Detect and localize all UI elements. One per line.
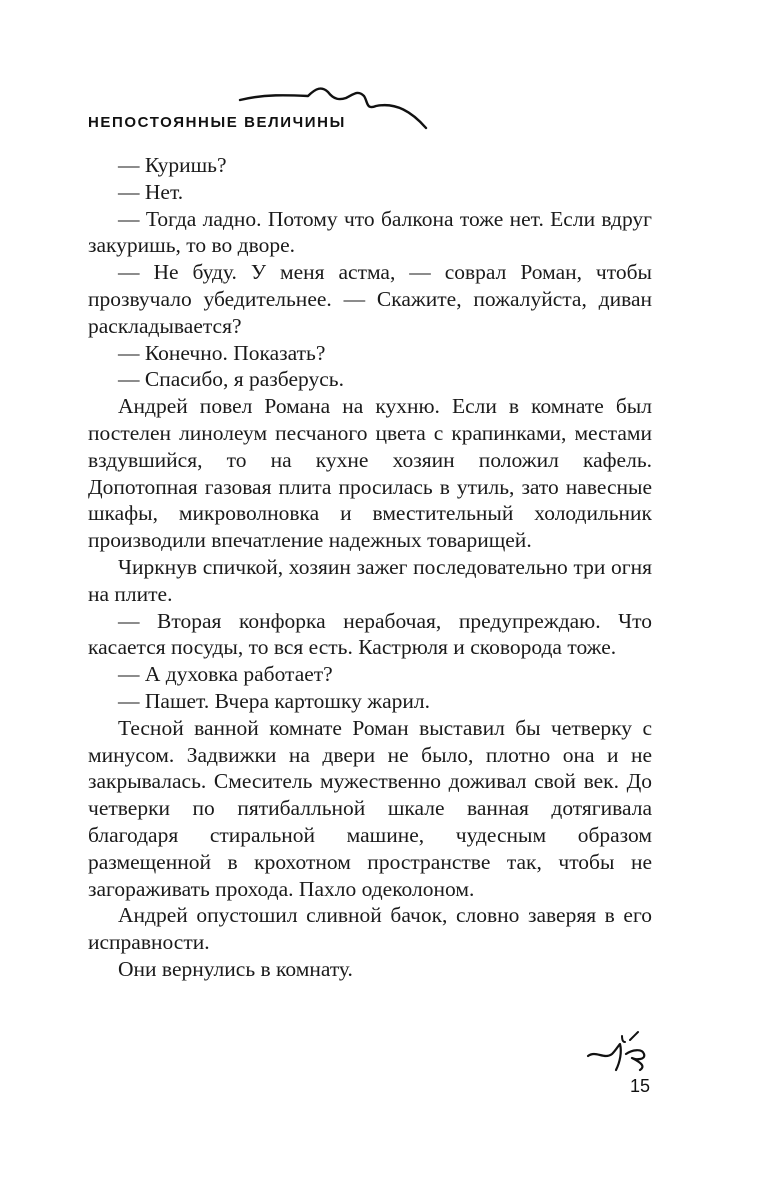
body-text [88, 152, 652, 983]
paragraph: — Конечно. Показать? [118, 340, 326, 365]
paragraph: — Спасибо, я разберусь. [118, 367, 344, 392]
paragraph: Они вернулись в комнату. [118, 956, 353, 981]
paragraph: — Не буду. У меня астма, — соврал Роман, чтобы прозвучало убедительнее. — Скажите, пожалуйста, диван раскладывается? [88, 260, 652, 338]
paragraph: Андрей повел Романа на кухню. Если в комнате был постелен линолеум песчаного цвета с крапинками, местами вздувшийся, то на кухне хозяин положил кафель. Допотопная газовая плита просилась в утиль, зато навесные шкафы, микроволновка и вместительный холодильник производили впечатление надежных товарищей. [88, 394, 652, 553]
paragraph: Чиркнув спичкой, хозяин зажег последовательно три огня на плите. [88, 554, 652, 606]
paragraph: — Нет. [118, 179, 184, 204]
paragraph: Тесной ванной комнате Роман выставил бы четверку с минусом. Задвижки на двери не было, плотно она и не закрывалась. Смеситель мужественно доживал свой век. До четверки по пятибалльной шкале ванная дотягивала благодаря стиральной машине, чудесным образом размещенной в крохотном пространстве так, чтобы не загораживать прохода. Пахло одеколоном. [88, 715, 652, 901]
page-number: 15 [629, 1076, 650, 1096]
paragraph: — Куришь? [118, 153, 227, 177]
paragraph: — Вторая конфорка нерабочая, предупреждаю. Что касается посуды, то вся есть. Кастрюля и сковорода тоже. [88, 608, 652, 660]
paragraph: Андрей опустошил сливной бачок, словно заверяя в его исправности. [88, 903, 652, 955]
paragraph: — Тогда ладно. Потому что балкона тоже нет. Если вдруг закуришь, то во дворе. [88, 206, 652, 258]
paragraph: — Пашет. Вчера картошку жарил. [118, 688, 430, 713]
running-head: НЕПОСТОЯННЫЕ ВЕЛИЧИНЫ [88, 114, 346, 131]
folio-swash-ornament [586, 1030, 652, 1078]
paragraph: — А духовка работает? [118, 662, 333, 687]
